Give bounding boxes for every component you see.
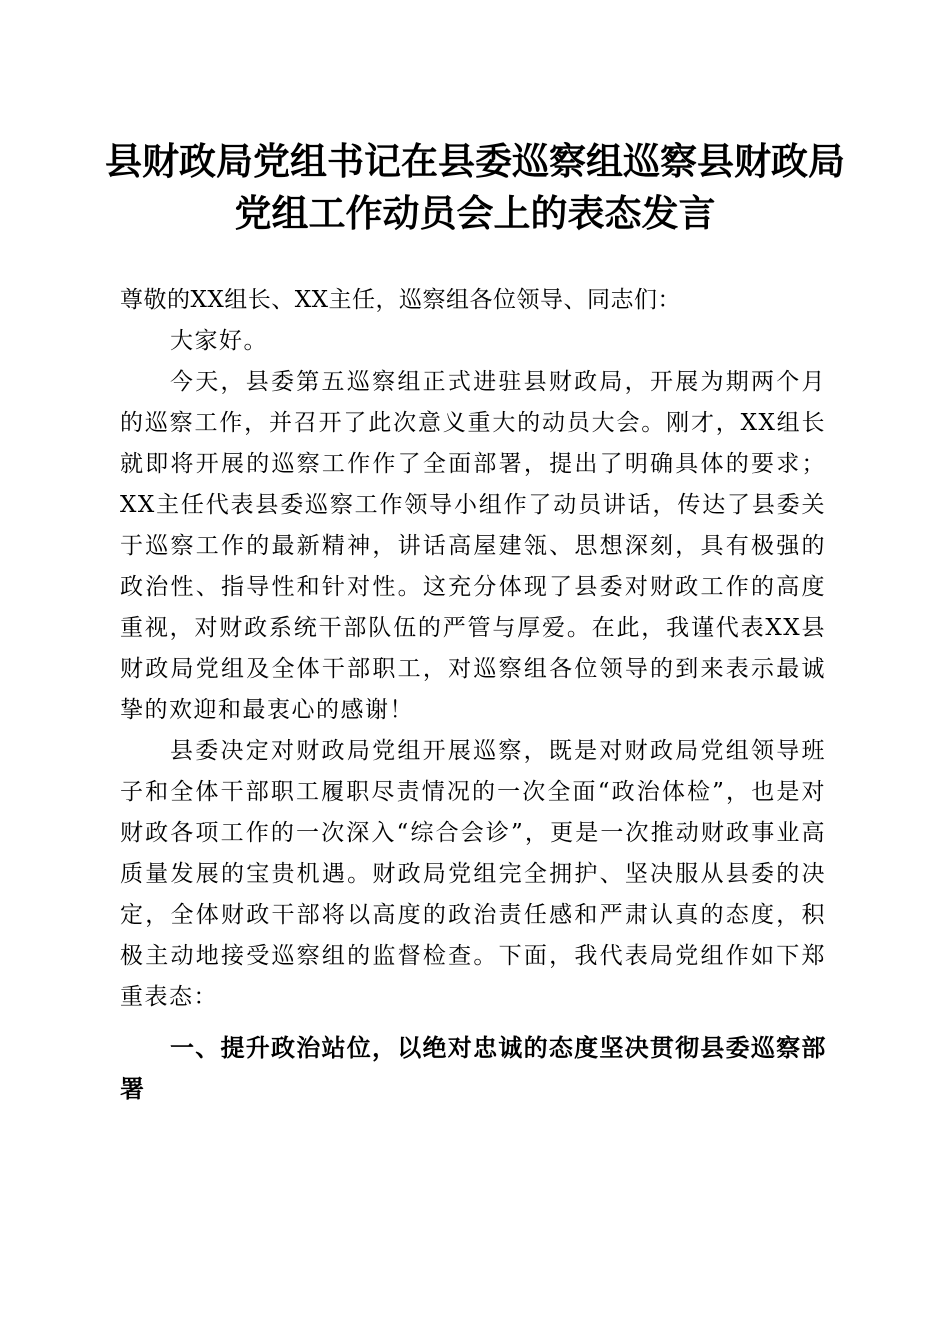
title-line-1: 县财政局党组书记在县委巡察组巡察县财政局 — [105, 139, 845, 183]
section-heading-1: 一、提升政治站位，以绝对忠诚的态度坚决贯彻县委巡察部署 — [120, 1034, 826, 1103]
title-line-2: 党组工作动员会上的表态发言 — [234, 191, 716, 235]
paragraph-opening: 今天，县委第五巡察组正式进驻县财政局，开展为期两个月的巡察工作，并召开了此次意义重大的动员大会。刚才，XX组长就即将开展的巡察工作作了全面部署，提出了明确具体的要求；XX主任代表县委巡察工作领导小组作了动员讲话，传达了县委关于巡察工作的最新精神，讲话高屋建瓴、思想深刻，具有极强的政治性、指导性和针对性。这充分体现了县委对财政工作的高度重视，对财政系统干部队伍的严管与厚爱。在此，我谨代表XX县财政局党组及全体干部职工，对巡察组各位领导的到来表示最诚挚的欢迎和最衷心的感谢！ — [120, 369, 826, 723]
document-title — [100, 135, 850, 239]
document-body — [120, 280, 826, 1110]
greeting: 大家好。 — [170, 328, 268, 354]
paragraph-inspection-significance: 县委决定对财政局党组开展巡察，既是对财政局党组领导班子和全体干部职工履职尽责情况的一次全面“政治体检”，也是对财政各项工作的一次深入“综合会诊”，更是一次推动财政事业高质量发展的宝贵机遇。财政局党组完全拥护、坚决服从县委的决定，全体财政干部将以高度的政治责任感和严肃认真的态度，积极主动地接受巡察组的监督检查。下面，我代表局党组作如下郑重表态： — [120, 738, 826, 1010]
salutation: 尊敬的XX组长、XX主任，巡察组各位领导、同志们： — [120, 287, 681, 313]
